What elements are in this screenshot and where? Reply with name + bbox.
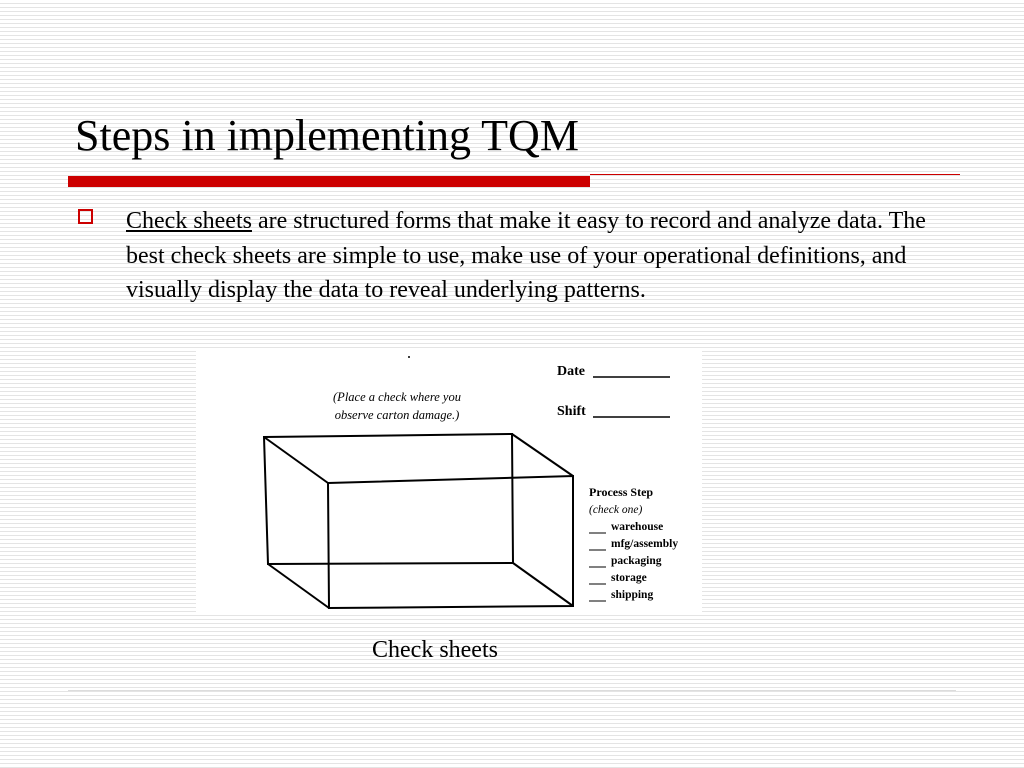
process-step-options <box>589 521 678 601</box>
check-sheet-figure <box>196 350 702 614</box>
check-sheet-drawing <box>196 350 702 614</box>
check-one-label: (check one) <box>589 504 643 516</box>
shift-label: Shift <box>557 404 586 419</box>
bullet-term: Check sheets <box>126 208 252 234</box>
option-storage: storage <box>611 572 647 584</box>
date-label: Date <box>557 364 585 379</box>
instruction-line-1: (Place a check where you <box>333 390 461 404</box>
slide-title: Steps in implementing TQM <box>75 111 579 160</box>
footer-rule <box>68 690 956 691</box>
option-packaging: packaging <box>611 555 662 567</box>
title-underline-thin <box>590 174 960 175</box>
ink-dot <box>408 356 410 358</box>
figure-caption: Check sheets <box>372 637 498 663</box>
option-warehouse: warehouse <box>611 521 664 533</box>
option-shipping: shipping <box>611 589 654 601</box>
bullet-paragraph <box>126 204 966 308</box>
process-step-label: Process Step <box>589 485 654 499</box>
bullet-square-icon <box>78 209 93 224</box>
title-underline-thick <box>68 176 590 187</box>
carton-box-drawing <box>264 434 573 608</box>
bullet-body: are structured forms that make it easy to record and analyze data. The best check sheets are simple to use, make use of your operational definitions, and visually display the data to reveal underlying patterns. <box>126 208 926 303</box>
option-mfg-assembly: mfg/assembly <box>611 538 679 550</box>
instruction-line-2: observe carton damage.) <box>334 408 460 422</box>
